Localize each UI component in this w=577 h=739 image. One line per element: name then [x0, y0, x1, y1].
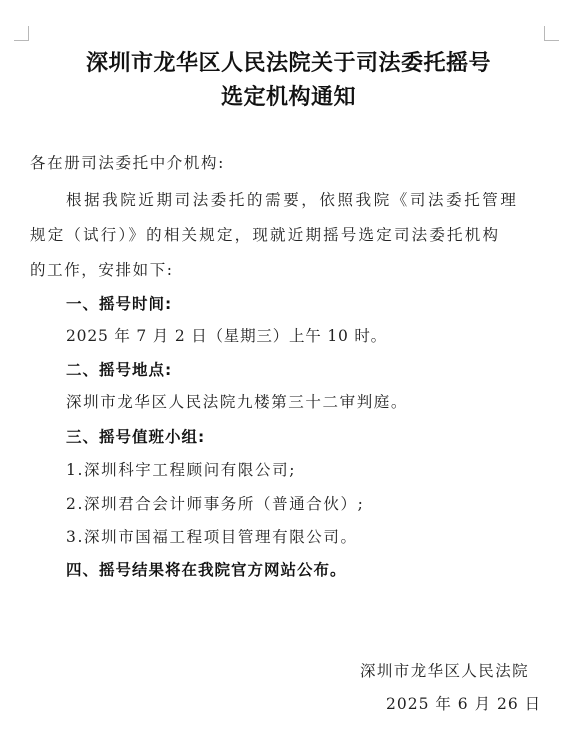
section-text-place: 深圳市龙华区人民法院九楼第三十二审判庭。 — [66, 393, 409, 411]
intro-line-1: 根据我院近期司法委托的需要，依照我院《司法委托管理 — [66, 191, 519, 209]
duty-item-3: 3.深圳市国福工程项目管理有限公司。 — [66, 528, 358, 546]
intro-line-3: 的工作，安排如下: — [30, 261, 174, 279]
intro-line-2: 规定（试行）》的相关规定，现就近期摇号选定司法委托机构 — [30, 226, 501, 244]
page-corner-mark-right — [544, 26, 559, 41]
signature-date: 2025 年 6 月 26 日 — [386, 695, 542, 713]
section-heading-place: 二、摇号地点: — [66, 361, 173, 379]
section-text-time: 2025 年 7 月 2 日（星期三）上午 10 时。 — [66, 327, 387, 345]
page-corner-mark-left — [14, 26, 29, 41]
section-heading-duty: 三、摇号值班小组: — [66, 428, 206, 446]
section-heading-time: 一、摇号时间: — [66, 295, 173, 313]
section-heading-result: 四、摇号结果将在我院官方网站公布。 — [66, 561, 347, 579]
duty-item-1: 1.深圳科宇工程顾问有限公司; — [66, 461, 297, 479]
notice-title-line-2: 选定机构通知 — [220, 84, 356, 110]
signature-organization: 深圳市龙华区人民法院 — [360, 662, 530, 680]
notice-title-line-1: 深圳市龙华区人民法院关于司法委托摇号 — [85, 50, 491, 76]
duty-item-2: 2.深圳君合会计师事务所（普通合伙）; — [66, 495, 365, 513]
salutation: 各在册司法委托中介机构: — [30, 154, 225, 172]
